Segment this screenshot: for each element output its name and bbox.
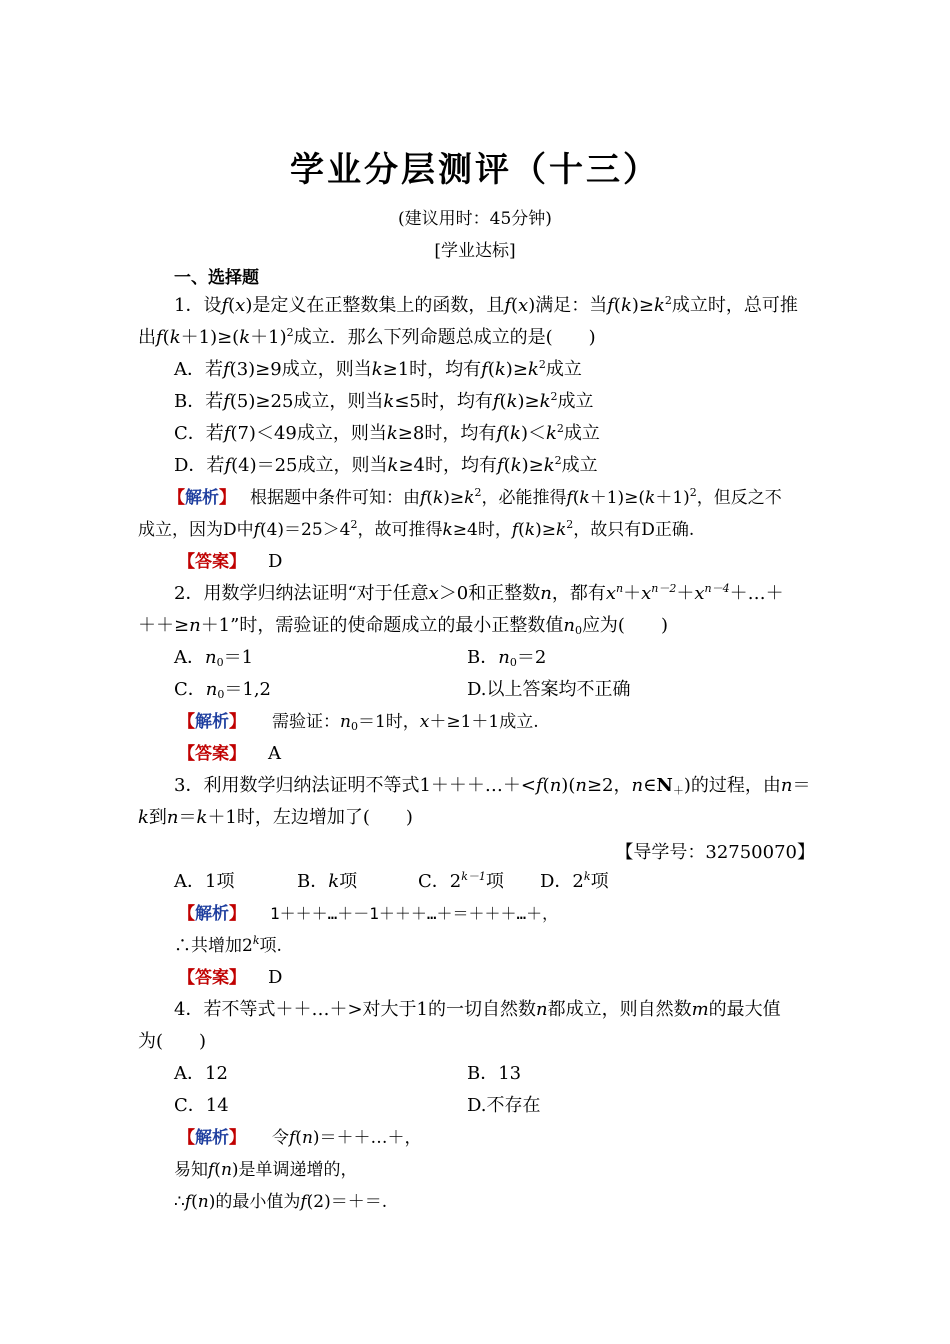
q2-option-c: C．$n_0=1,2$	[174, 679, 272, 701]
q3-stem-line1: 3．利用数学归纳法证明不等式1＋＋＋…＋<f(n)(n≥2，$n\in N_+$)的过程，由n＝	[174, 775, 811, 797]
q4-option-a: A．12	[174, 1063, 228, 1084]
q2-option-b: B．$n_0=2$	[467, 647, 547, 669]
q1-answer: 【答案】 D	[178, 551, 283, 572]
answer-tag: 【答案】	[178, 552, 246, 572]
analysis-tag: 【解析】	[178, 904, 246, 924]
answer-tag: 【答案】	[178, 744, 246, 764]
q4-analysis-line2: 易知f(n)是单调递增的，	[174, 1160, 358, 1180]
page-title: 学业分层测评（十三）	[290, 150, 660, 190]
section-heading: 一、选择题	[174, 268, 259, 288]
q4-option-d: D.不存在	[467, 1095, 541, 1116]
q1-stem-line1: 1．设f(x)是定义在正整数集上的函数，且f(x)满足：当$f(k)\ge k^2$成立时，总可推	[174, 294, 798, 316]
guide-number: 【导学号：32750070】	[615, 842, 815, 863]
analysis-tag: 【解析】	[168, 488, 236, 508]
q1-analysis-line1: 【解析】 根据题中条件可知：由$f(k)\ge k^2$，必能推得$f(k+1)\ge(k+1)^2$，但反之不	[168, 486, 782, 508]
q1-analysis-line2: 成立，因为D中$f(4)=25>4^2$，故可推得k≥4时，$f(k)\ge k^2$，故只有D正确.	[138, 518, 695, 540]
q4-option-c: C．14	[174, 1095, 229, 1116]
time-note: (建议用时：45分钟)	[398, 209, 552, 229]
q3-answer: 【答案】 D	[178, 967, 283, 988]
q2-analysis: 【解析】 需验证：$n_0=1$时，x＋≥1＋1成立.	[178, 712, 539, 733]
q3-analysis: 【解析】 1＋＋＋…＋－1＋＋＋…＋＝＋＋＋…＋，	[178, 904, 559, 924]
q3-option-a: A．1项	[174, 871, 235, 892]
q4-stem-line2: 为( )	[138, 1031, 207, 1052]
q2-stem-line1: 2．用数学归纳法证明“对于任意x＞0和正整数n，都有$x^n+x^{n-2}+x^{n-4}+\dots+$	[174, 582, 784, 604]
level-heading: [学业达标]	[434, 241, 516, 261]
q4-analysis: 【解析】 令f(n)＝＋＋…＋，	[178, 1128, 422, 1148]
q2-option-d: D.以上答案均不正确	[467, 679, 631, 700]
q2-answer: 【答案】 A	[178, 743, 281, 764]
q1-option-b: B．若f(5)≥25成立，则当k≤5时，均有$f(k)\ge k^2$成立	[174, 390, 594, 412]
q1-option-d: D．若f(4)＝25成立，则当k≥4时，均有$f(k)\ge k^2$成立	[174, 454, 598, 476]
q2-option-a: A．$n_0=1$	[174, 647, 254, 669]
q1-stem-line2: 出$f(k+1)\ge(k+1)^2$成立．那么下列命题总成立的是( )	[138, 326, 596, 348]
q3-option-d: D．2$^k$项	[540, 870, 609, 892]
q1-option-c: C．若f(7)＜49成立，则当k≥8时，均有$f(k)<k^2$成立	[174, 422, 600, 444]
q3-conclusion: ∴共增加2$^k$项.	[174, 934, 282, 956]
q4-analysis-line3: ∴f(n)的最小值为f(2)＝＋＝.	[174, 1192, 388, 1212]
q4-stem-line1: 4．若不等式＋＋…＋>对大于1的一切自然数n都成立，则自然数m的最大值	[174, 999, 781, 1020]
q3-option-b: B．k项	[297, 871, 358, 892]
analysis-tag: 【解析】	[178, 1128, 246, 1148]
q3-stem-line2: k到n＝k＋1时，左边增加了( )	[138, 807, 413, 828]
answer-tag: 【答案】	[178, 968, 246, 988]
q4-option-b: B．13	[467, 1063, 522, 1084]
q3-option-c: C．$2^{k-1}$项	[418, 870, 504, 892]
q1-option-a: A．若f(3)≥9成立，则当k≥1时，均有$f(k)\ge k^2$成立	[174, 358, 582, 380]
q2-stem-line2: ＋＋≥n＋1”时，需验证的使命题成立的最小正整数值$n_0$应为( )	[138, 615, 668, 637]
analysis-tag: 【解析】	[178, 712, 246, 732]
